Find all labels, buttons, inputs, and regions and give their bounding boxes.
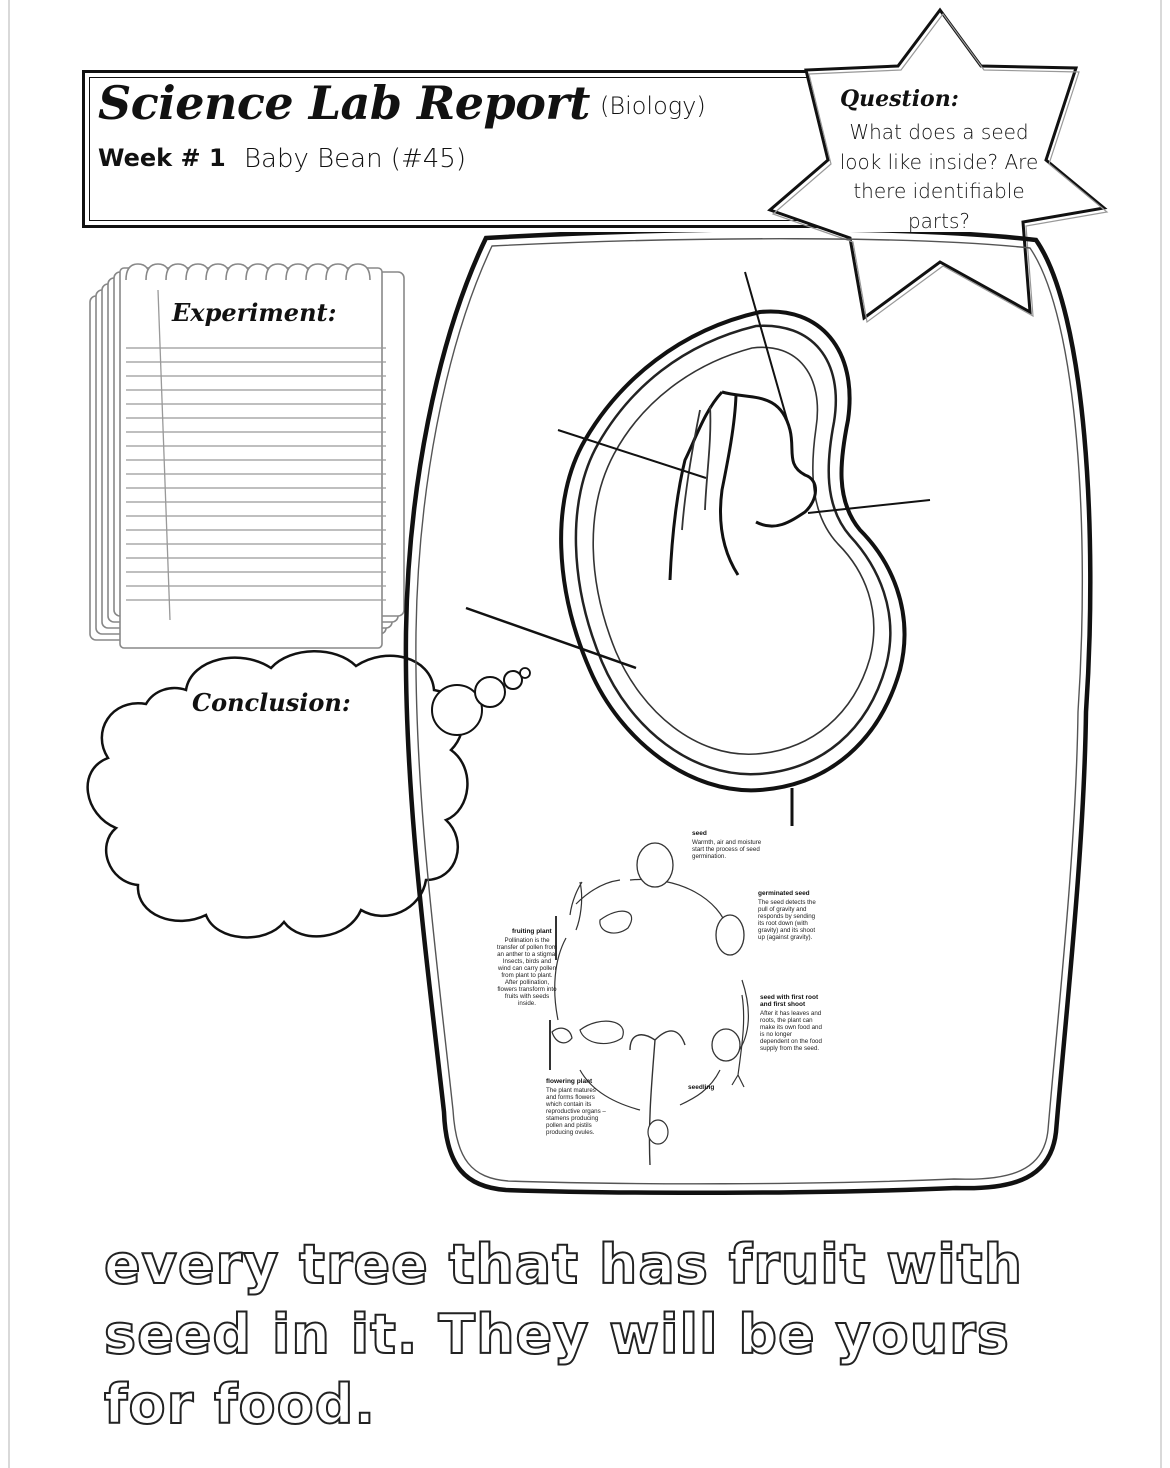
cycle-first-root-text: After it has leaves and roots, the plant can make its own food and is no longer dependent on the food supply from the seed. (760, 1010, 822, 1052)
cycle-first-root-title: seed with first root and first shoot (760, 994, 819, 1008)
week-label: Week # 1 (98, 144, 226, 172)
cycle-seed-title: seed (692, 830, 707, 837)
cycle-seedling-title: seedling (688, 1084, 715, 1091)
subject-label: (Biology) (600, 92, 706, 120)
cycle-germinated-title: germinated seed (758, 890, 810, 897)
question-text: What does a seed look like inside? Are there identifiable parts? (839, 120, 1039, 233)
conclusion-label: Conclusion: (192, 688, 351, 717)
cycle-fruiting-title: fruiting plant (512, 928, 552, 935)
experiment-label: Experiment: (172, 298, 337, 327)
topic-label: Baby Bean (#45) (244, 144, 466, 174)
cycle-germinated-text: The seed detects the pull of gravity and responds by sending its root down (with gravity) and its shoot up (against gravity). (758, 899, 816, 941)
cycle-flowering-text: The plant matures and forms flowers which contain its reproductive organs – stamens producing pollen and pistils producing ovules. (546, 1087, 606, 1136)
cycle-seed-text: Warmth, air and moisture start the process of seed germination. (692, 839, 762, 860)
page-edge-right (1160, 0, 1162, 1468)
page-title: Science Lab Report (98, 76, 590, 130)
cycle-flowering-title: flowering plant (546, 1078, 593, 1085)
question-label: Question: (840, 86, 959, 112)
verse-text: every tree that has fruit with seed in it. They will be yours for food. (104, 1233, 1024, 1436)
cycle-fruiting-text: Pollination is the transfer of pollen from an anther to a stigma. Insects, birds and wind can carry pollen from plant to plant. After pollination, flowers transform into fruits with seeds inside. (496, 937, 558, 1007)
page-edge-left (8, 0, 10, 1468)
seed-diagram (460, 260, 940, 840)
